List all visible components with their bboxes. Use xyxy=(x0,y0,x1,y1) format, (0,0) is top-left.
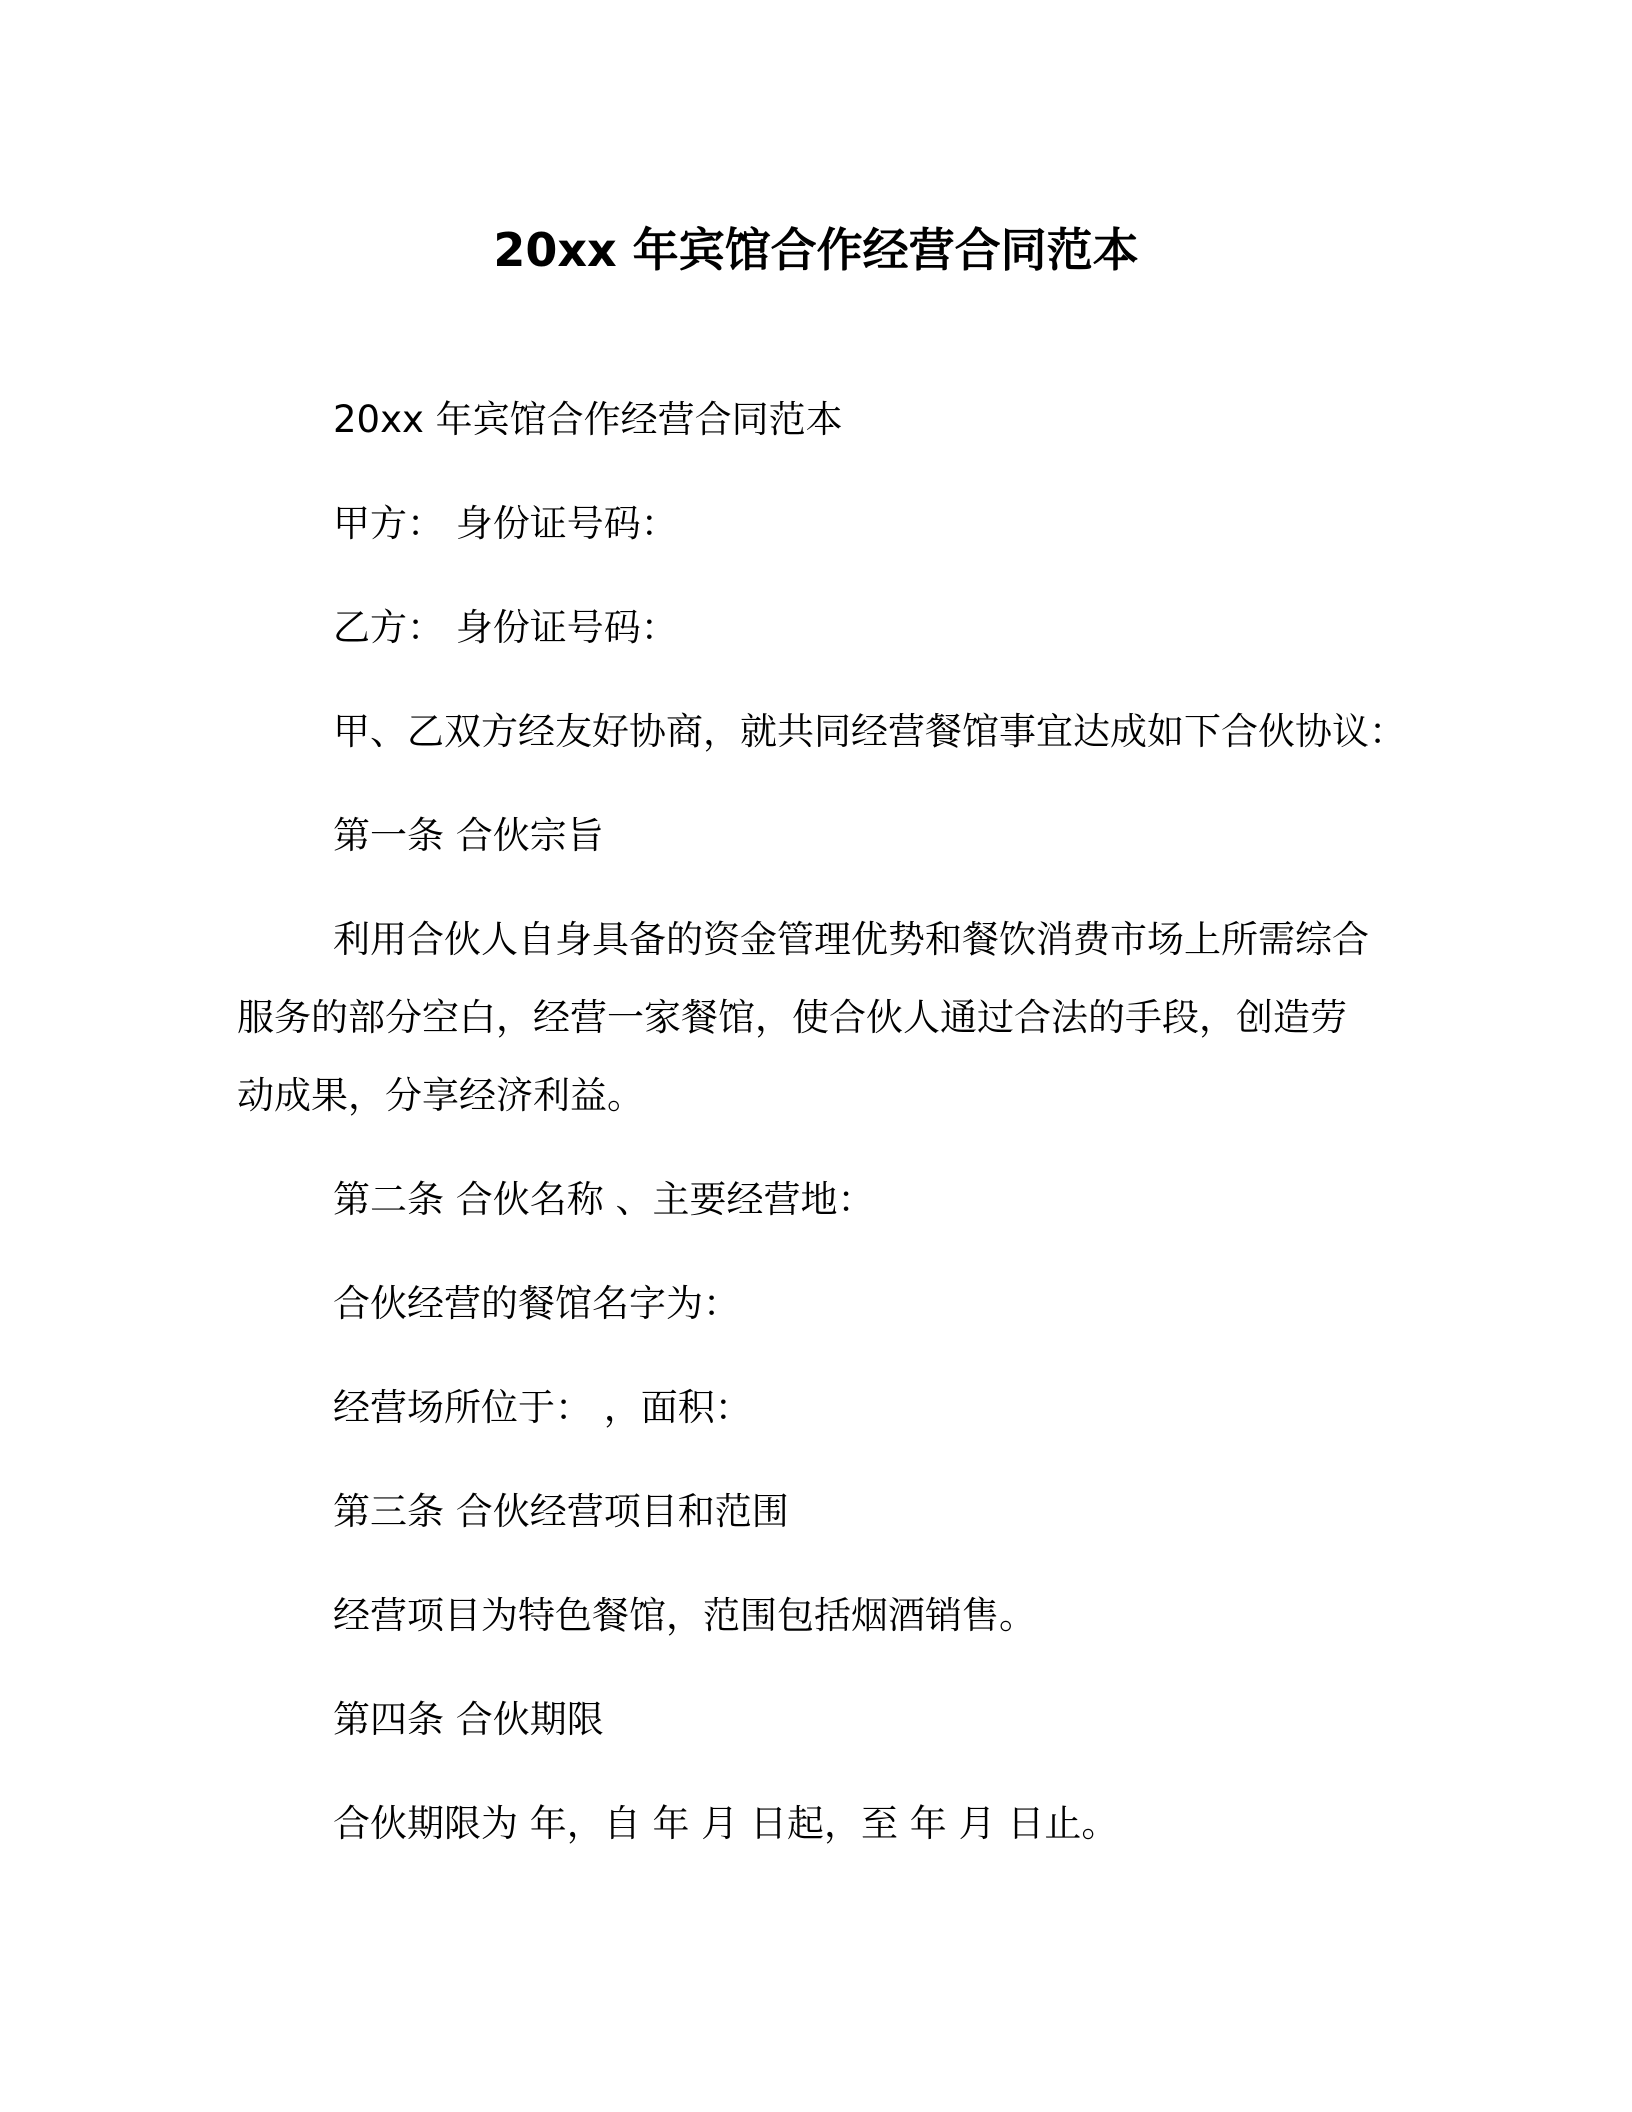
party-b-line: 乙方： 身份证号码： xyxy=(333,606,678,649)
business-scope-line: 经营项目为特色餐馆，范围包括烟酒销售。 xyxy=(333,1594,1036,1637)
subtitle-line: 20xx 年宾馆合作经营合同范本 xyxy=(333,398,843,441)
article-3-heading: 第三条 合伙经营项目和范围 xyxy=(333,1490,789,1533)
agreement-intro: 甲、乙双方经友好协商，就共同经营餐馆事宜达成如下合伙协议： xyxy=(333,710,1406,753)
article-1-heading: 第一条 合伙宗旨 xyxy=(333,814,604,857)
location-area-line: 经营场所位于： ，面积： xyxy=(333,1386,752,1429)
article-2-heading: 第二条 合伙名称 、主要经营地： xyxy=(333,1178,875,1221)
document-title: 20xx 年宾馆合作经营合同范本 xyxy=(493,223,1139,277)
restaurant-name-line: 合伙经营的餐馆名字为： xyxy=(333,1282,740,1325)
party-a-line: 甲方： 身份证号码： xyxy=(333,502,678,545)
article-1-text-line-2: 服务的部分空白，经营一家餐馆，使合伙人通过合法的手段，创造劳 xyxy=(237,996,1347,1039)
term-line: 合伙期限为 年，自 年 月 日起，至 年 月 日止。 xyxy=(333,1802,1119,1845)
article-1-text-line-3: 动成果，分享经济利益。 xyxy=(237,1074,644,1117)
article-1-text-line-1: 利用合伙人自身具备的资金管理优势和餐饮消费市场上所需综合 xyxy=(333,918,1369,961)
article-4-heading: 第四条 合伙期限 xyxy=(333,1698,604,1741)
